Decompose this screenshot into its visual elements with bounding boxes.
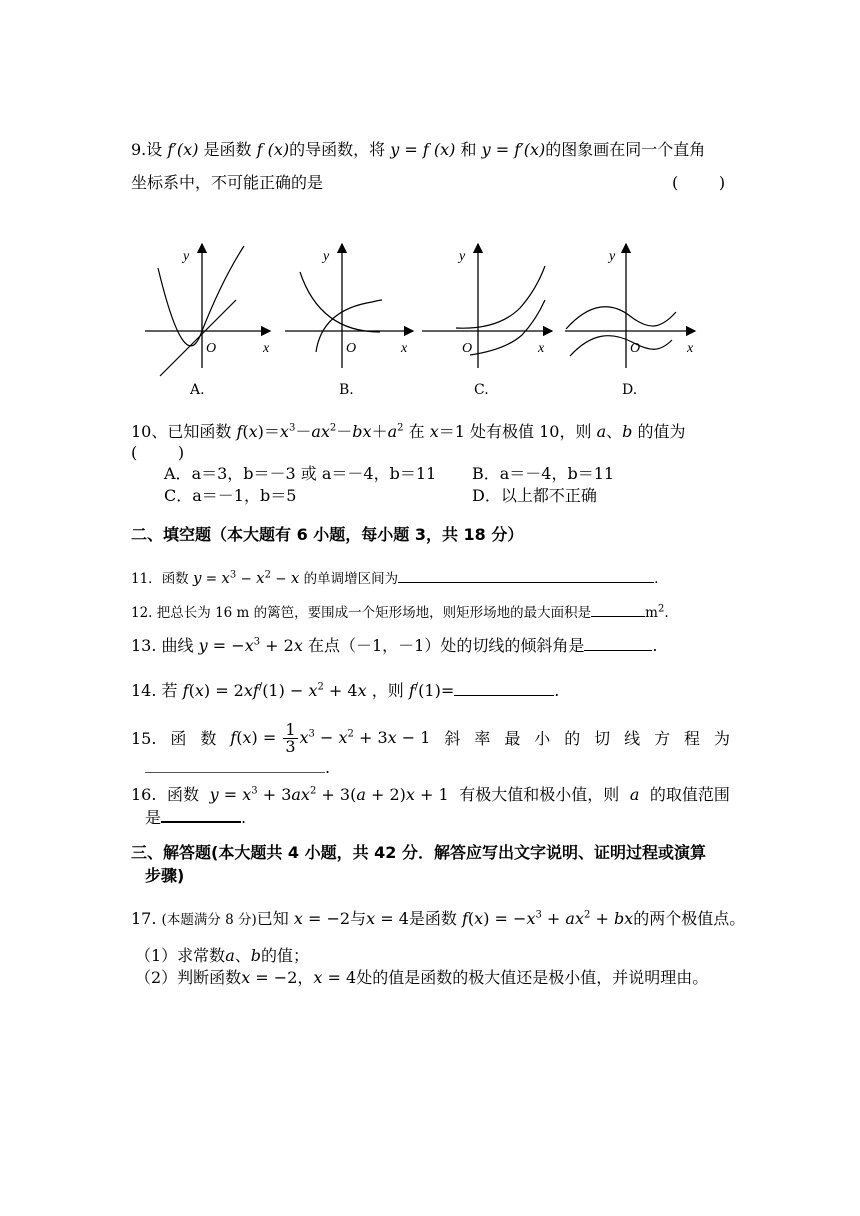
q10-option-a: A．a＝3，b＝－3 或 a＝－4，b＝11: [164, 464, 437, 483]
section-3-title-line1: 三、解答题(本大题共 4 小题，共 42 分．解答应写出文字说明、证明过程或演算: [131, 843, 706, 862]
graph-d-curve2: [570, 336, 672, 356]
graph-d-y: y: [609, 249, 616, 264]
q10-option-c: C．a＝－1，b＝5: [164, 486, 297, 505]
q15-line2: .: [145, 758, 330, 778]
graph-c-o: O: [462, 341, 473, 356]
q16-answer-blank[interactable]: [161, 807, 241, 823]
q9-line1: 9.设 f′(x) 是函数 f (x)的导函数，将 y = f (x) 和 y = f′(x)的图象画在同一个直角: [131, 140, 706, 159]
q9-number: 9.: [131, 140, 147, 159]
q9-graphs: [0, 240, 860, 420]
option-d-label: D.: [622, 382, 638, 398]
formula: f (x): [256, 140, 290, 159]
graph-c: [422, 244, 552, 368]
q10-option-b: B．a＝－4，b＝11: [472, 464, 615, 483]
q17-sub1: （1）求常数a、b的值；: [135, 946, 310, 965]
graph-a-x: x: [263, 341, 270, 356]
option-c-label: C.: [474, 382, 489, 398]
formula: y = f′(x): [481, 140, 546, 159]
q15-answer-blank[interactable]: [145, 758, 325, 773]
graph-d-x: x: [687, 341, 694, 356]
q11: 11．函数 $y = x^3 - x^2 - x$ 的单调增区间为 .: [131, 569, 659, 587]
graph-b: [285, 244, 413, 368]
option-b-label: B.: [339, 382, 354, 398]
graph-c-y: y: [459, 249, 466, 264]
q14: 14. 若 $f(x) = 2xf^/(1) - x^2 + 4x$ ，则 f/(1)= .: [131, 681, 560, 700]
q16-line1: 16. 函数 $y = x^3 + 3ax^2 + 3(a + 2)x + 1$ 有极大值和极小值，则 a 的取值范围: [131, 785, 730, 804]
option-a-label: A.: [190, 382, 205, 398]
formula: f′(x): [167, 140, 199, 159]
section-3-title-line2: 步骤): [145, 866, 185, 885]
q11-answer-blank[interactable]: [398, 568, 654, 583]
q14-answer-blank[interactable]: [454, 681, 554, 696]
graph-a: [145, 244, 270, 376]
graph-d-curve1: [566, 307, 676, 329]
q16-line2: 是 .: [145, 808, 247, 827]
q12-answer-blank[interactable]: [591, 602, 645, 617]
q15-number: 15.: [131, 728, 157, 748]
graph-b-y: y: [323, 249, 330, 264]
section-2-title: 二、填空题（本大题有 6 小题，每小题 3，共 18 分）: [131, 525, 524, 544]
formula: y = f (x): [390, 140, 456, 159]
q16-formula: $y = x^3 + 3ax^2 + 3(a + 2)x + 1$: [209, 785, 449, 804]
q15-formula: f(x) = $\frac{1}{3}$ $x^3 - x^2 + 3x - 1$: [230, 720, 431, 756]
graph-d: [565, 244, 695, 368]
graph-c-x: x: [538, 341, 545, 356]
graph-d-o: O: [630, 341, 641, 356]
q16-number: 16.: [131, 785, 157, 804]
q10-option-d: D．以上都不正确: [472, 486, 597, 505]
q17-line1: 17. (本题满分 8 分)已知 x = −2与x = 4是函数 $f(x) = -x^3 + ax^2$ + bx的两个极值点。: [131, 909, 746, 928]
graph-c-curve1: [456, 266, 545, 328]
q12: 12. 把总长为 16 m 的篱笆，要围成一个矩形场地，则矩形场地的最大面积是 $m^2$.: [131, 603, 669, 621]
q10-paren: ( ): [131, 443, 185, 462]
graph-c-curve2: [470, 300, 545, 355]
q9-line2: 坐标系中，不可能正确的是: [131, 173, 324, 192]
formula: x: [429, 422, 439, 441]
formula: f: [236, 422, 243, 441]
q9-answer-paren: ( ): [672, 173, 726, 192]
q10-line1: 10、已知函数 $f(x)=x^3-ax^2-bx+a^2$ 在 x＝1 处有极值 10，则 a、b 的值为: [131, 422, 686, 441]
graph-a-line: [160, 300, 236, 376]
q13-answer-blank[interactable]: [584, 636, 652, 651]
graph-a-o: O: [206, 341, 217, 356]
graph-b-curve1: [300, 272, 380, 332]
graph-b-o: O: [346, 341, 357, 356]
graph-b-x: x: [401, 341, 408, 356]
q15-line1: 15. 函 数 f(x) = $\frac{1}{3}$ $x^3 - x^2 + 3x - 1$ 斜 率 最 小 的 切 线 方 程 为: [131, 720, 730, 756]
q17-score: (本题满分 8 分): [161, 912, 257, 928]
q17-sub2: （2）判断函数x = −2，x = 4处的值是函数的极大值还是极小值，并说明理由。: [135, 968, 709, 987]
graph-a-y: y: [183, 249, 190, 264]
q13: 13. 曲线 $y = -x^3 + 2x$ 在点（－1，－1）处的切线的倾斜角是 .: [131, 636, 658, 655]
